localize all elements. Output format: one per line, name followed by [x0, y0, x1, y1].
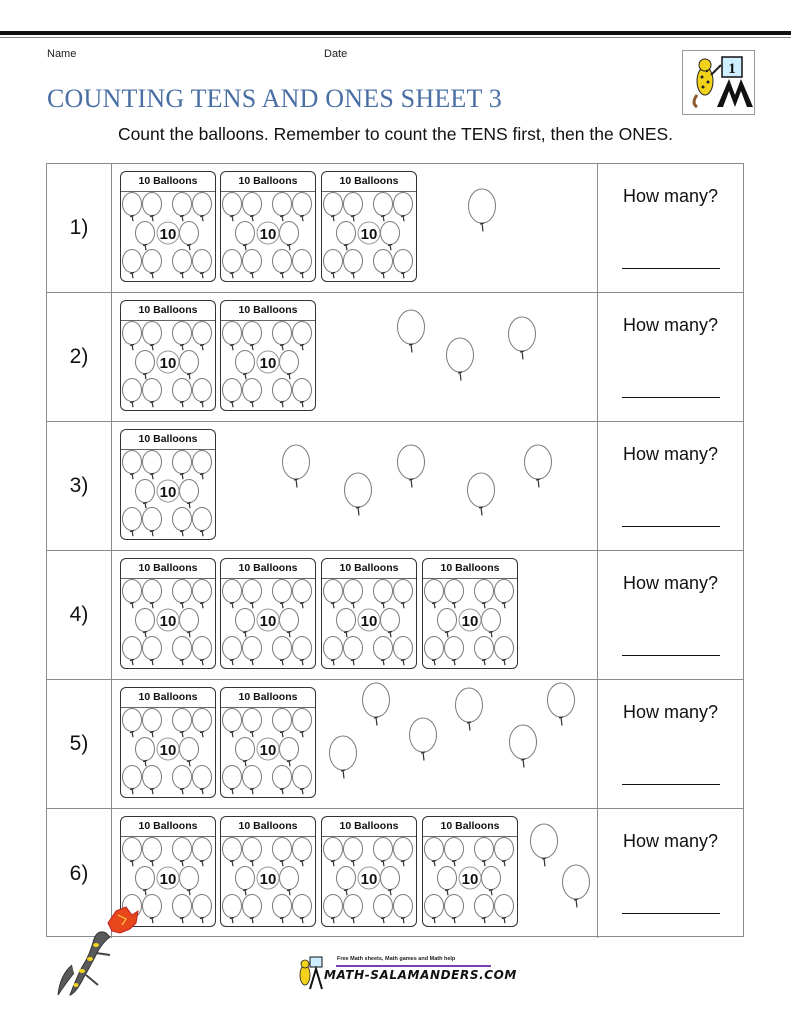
how-many-label: How many? [622, 315, 719, 335]
balloons-icon [322, 172, 418, 283]
question-row-1 [47, 164, 743, 293]
answer-cell [597, 680, 743, 808]
balloon-icon [343, 472, 373, 518]
pack-label: 10 Balloons [423, 820, 517, 837]
balloons-icon [221, 301, 317, 412]
ten-balloon-pack [120, 171, 216, 282]
answer-blank[interactable] [622, 268, 720, 269]
balloon-icon [328, 735, 358, 781]
balloon-icon [523, 444, 553, 490]
balloon-icon [396, 309, 426, 355]
question-row-4 [47, 551, 743, 680]
how-many-label: How many? [622, 702, 719, 722]
pack-count-badge: 10 [159, 484, 177, 501]
footer-site-name[interactable]: MATH-SALAMANDERS.COM [324, 968, 517, 982]
ten-balloon-pack [220, 558, 316, 669]
balloon-icon [508, 724, 538, 770]
balloons-icon [121, 301, 217, 412]
balloon-icon [445, 337, 475, 383]
how-many-label: How many? [622, 831, 719, 851]
question-number: 3) [47, 422, 112, 550]
balloon-icon [546, 682, 576, 728]
ten-balloon-pack [220, 816, 316, 927]
balloon-picture [112, 422, 597, 550]
pack-count-badge: 10 [259, 355, 277, 372]
pack-count-badge: 10 [159, 355, 177, 372]
answer-cell [597, 422, 743, 550]
ten-balloon-pack [321, 171, 417, 282]
name-label: Name [47, 48, 77, 60]
fire-salamander-icon [46, 905, 142, 1005]
footer-tagline: Free Math sheets, Math games and Math help [337, 956, 456, 962]
svg-text:1: 1 [728, 61, 736, 77]
answer-blank[interactable] [622, 913, 720, 914]
balloon-icon [467, 188, 497, 234]
date-label: Date [324, 48, 348, 60]
ten-balloon-pack [220, 171, 316, 282]
top-rule-thin [0, 37, 791, 38]
answer-cell [597, 293, 743, 421]
math-salamanders-footer-logo[interactable] [296, 955, 517, 995]
ten-balloon-pack [120, 558, 216, 669]
pack-count-badge: 10 [259, 871, 277, 888]
balloons-icon [322, 817, 418, 928]
ten-balloon-pack [120, 300, 216, 411]
balloon-icon [454, 687, 484, 733]
ten-balloon-pack [321, 816, 417, 927]
balloon-picture [112, 293, 597, 421]
pack-label: 10 Balloons [121, 691, 215, 708]
pack-label: 10 Balloons [221, 304, 315, 321]
pack-count-badge: 10 [159, 742, 177, 759]
answer-blank[interactable] [622, 526, 720, 527]
balloons-icon [121, 559, 217, 670]
pack-label: 10 Balloons [121, 433, 215, 450]
balloon-picture [112, 680, 597, 808]
pack-count-badge: 10 [360, 871, 378, 888]
pack-label: 10 Balloons [423, 562, 517, 579]
how-many-label: How many? [622, 186, 719, 206]
balloons-icon [221, 817, 317, 928]
instructions: Count the balloons. Remember to count the TENS first, then the ONES. [117, 124, 674, 144]
balloon-icon [361, 682, 391, 728]
question-row-5 [47, 680, 743, 809]
question-number: 5) [47, 680, 112, 808]
pack-label: 10 Balloons [322, 562, 416, 579]
ten-balloon-pack [422, 558, 518, 669]
balloons-icon [423, 559, 519, 670]
salamander-easel-icon [683, 51, 754, 114]
balloons-icon [423, 817, 519, 928]
top-rule [0, 31, 791, 35]
ten-balloon-pack [220, 687, 316, 798]
answer-blank[interactable] [622, 655, 720, 656]
how-many-label: How many? [622, 444, 719, 464]
question-row-6 [47, 809, 743, 938]
balloons-icon [221, 688, 317, 799]
balloons-icon [221, 172, 317, 283]
balloon-icon [561, 864, 591, 910]
question-row-2 [47, 293, 743, 422]
question-number: 2) [47, 293, 112, 421]
balloons-icon [121, 172, 217, 283]
balloons-icon [121, 688, 217, 799]
footer-divider [336, 965, 491, 967]
pack-label: 10 Balloons [221, 562, 315, 579]
pack-label: 10 Balloons [121, 175, 215, 192]
pack-count-badge: 10 [259, 226, 277, 243]
page-title: COUNTING TENS AND ONES SHEET 3 [47, 84, 502, 113]
balloons-icon [322, 559, 418, 670]
pack-count-badge: 10 [259, 742, 277, 759]
salamander-easel-icon [296, 955, 326, 993]
salamander-easel-logo [682, 50, 755, 115]
answer-cell [597, 164, 743, 292]
pack-count-badge: 10 [159, 226, 177, 243]
pack-count-badge: 10 [159, 871, 177, 888]
balloon-icon [507, 316, 537, 362]
ten-balloon-pack [220, 300, 316, 411]
pack-label: 10 Balloons [121, 562, 215, 579]
balloon-picture [112, 551, 597, 679]
pack-label: 10 Balloons [121, 820, 215, 837]
answer-blank[interactable] [622, 397, 720, 398]
question-number: 4) [47, 551, 112, 679]
question-row-3 [47, 422, 743, 551]
question-number: 6) [47, 809, 112, 938]
how-many-label: How many? [622, 573, 719, 593]
pack-label: 10 Balloons [221, 820, 315, 837]
ten-balloon-pack [120, 429, 216, 540]
pack-label: 10 Balloons [322, 175, 416, 192]
pack-label: 10 Balloons [221, 175, 315, 192]
ten-balloon-pack [321, 558, 417, 669]
balloon-picture [112, 164, 597, 292]
balloon-icon [396, 444, 426, 490]
pack-label: 10 Balloons [221, 691, 315, 708]
pack-count-badge: 10 [360, 613, 378, 630]
balloons-icon [121, 430, 217, 541]
answer-cell [597, 809, 743, 938]
question-number: 1) [47, 164, 112, 292]
answer-blank[interactable] [622, 784, 720, 785]
pack-count-badge: 10 [461, 613, 479, 630]
ten-balloon-pack [422, 816, 518, 927]
balloon-icon [281, 444, 311, 490]
balloon-icon [466, 472, 496, 518]
ten-balloon-pack [120, 687, 216, 798]
answer-cell [597, 551, 743, 679]
balloon-picture [112, 809, 597, 938]
pack-count-badge: 10 [360, 226, 378, 243]
balloon-icon [408, 717, 438, 763]
pack-label: 10 Balloons [121, 304, 215, 321]
pack-count-badge: 10 [159, 613, 177, 630]
pack-count-badge: 10 [259, 613, 277, 630]
worksheet-table [46, 163, 744, 937]
balloon-icon [529, 823, 559, 869]
balloons-icon [221, 559, 317, 670]
pack-count-badge: 10 [461, 871, 479, 888]
pack-label: 10 Balloons [322, 820, 416, 837]
